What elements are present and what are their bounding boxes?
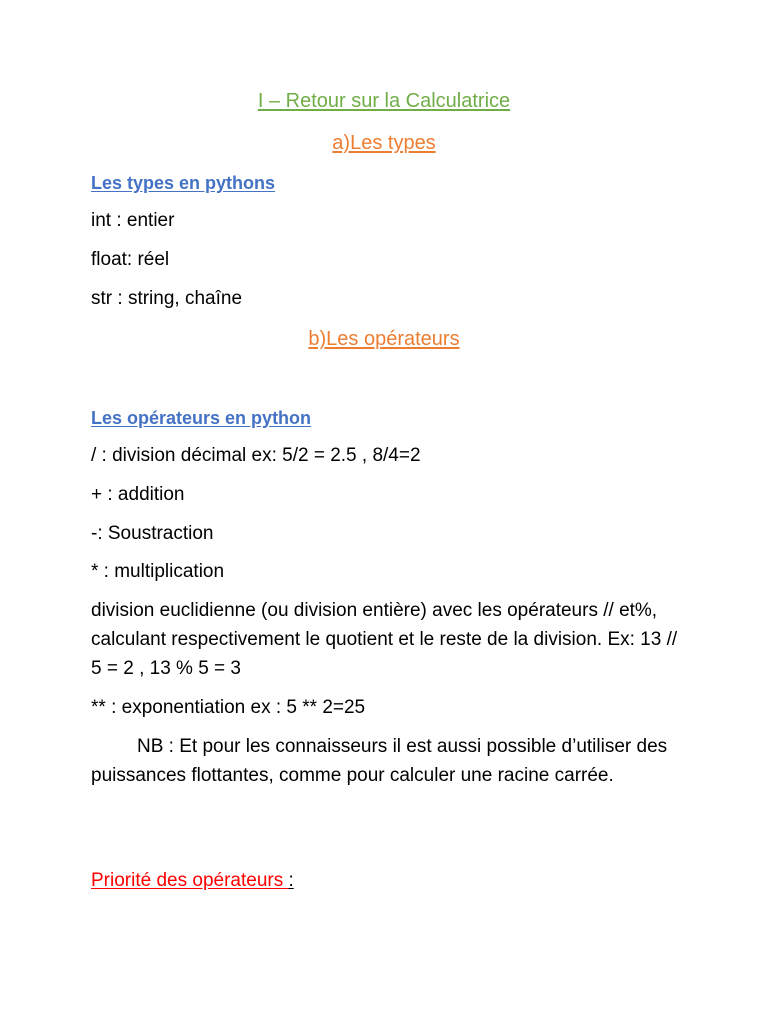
operator-item-addition: + : addition (91, 484, 185, 505)
euclid-paragraph: division euclidienne (ou division entière) avec les opérateurs // et%, calculant respectivement le quotient et le reste de la division. Ex: 13 // 5 = 2 , 13 % 5 = 3 (91, 600, 678, 679)
operators-subtitle-text: Les opérateurs en python (91, 408, 312, 428)
section-a-heading (0, 129, 768, 158)
exponent-line: ** : exponentiation ex : 5 ** 2=25 (91, 697, 366, 718)
priority-heading (91, 867, 294, 895)
type-item-str: str : string, chaîne (91, 288, 243, 309)
operators-subtitle (91, 404, 311, 433)
section-b-text: b)Les opérateurs (308, 328, 460, 350)
main-heading-text: I – Retour sur la Calculatrice (257, 90, 511, 112)
priority-colon: : (288, 870, 294, 891)
main-heading (0, 87, 768, 116)
section-b-heading (0, 325, 768, 354)
type-item-int: int : entier (91, 210, 175, 231)
nb-paragraph: NB : Et pour les connaisseurs il est aussi possible d’utiliser des puissances flottantes, comme pour calculer une racine carrée. (91, 736, 668, 786)
section-a-text: a)Les types (332, 132, 436, 154)
priority-label: Priorité des opérateurs (91, 870, 289, 891)
operator-item-multiplication: * : multiplication (91, 561, 225, 582)
types-subtitle (91, 169, 275, 198)
types-subtitle-text: Les types en pythons (91, 173, 276, 193)
type-item-float: float: réel (91, 249, 170, 270)
operator-item-division: / : division décimal ex: 5/2 = 2.5 , 8/4=2 (91, 445, 421, 466)
operator-item-subtraction: -: Soustraction (91, 523, 214, 544)
